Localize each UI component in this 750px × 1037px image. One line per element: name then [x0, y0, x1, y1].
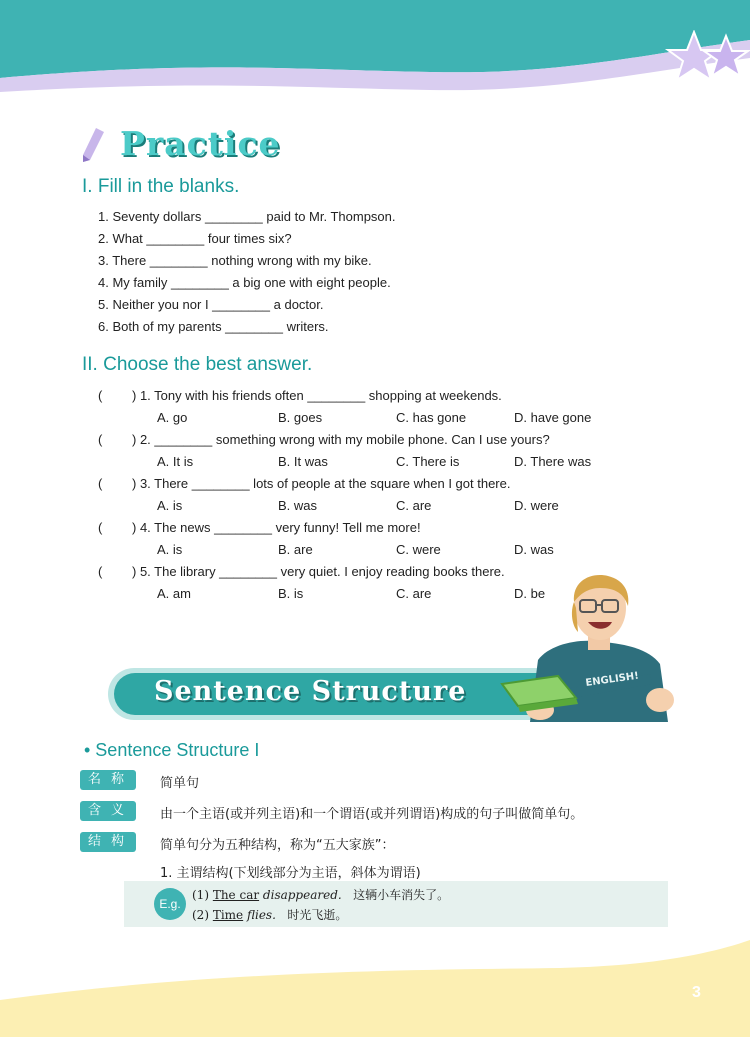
- section-heading-fill-blanks: I. Fill in the blanks.: [82, 176, 240, 197]
- section-heading-choose-answer: II. Choose the best answer.: [82, 354, 313, 375]
- question-text: ) 5. The library ________ very quiet. I enjoy reading books there.: [132, 564, 505, 579]
- option-b: B. is: [278, 586, 304, 601]
- example-line: [192, 886, 449, 903]
- question-bracket: (: [98, 388, 103, 403]
- question-bracket: (: [98, 476, 103, 491]
- star-icon: [664, 30, 750, 90]
- practice-title: Practice: [120, 124, 281, 163]
- fill-blank-item: 6. Both of my parents ________ writers.: [98, 319, 329, 334]
- option-c: C. are: [396, 586, 432, 601]
- option-c: C. There is: [396, 454, 460, 469]
- example-translation: 时光飞逝。: [287, 908, 348, 922]
- example-subject: The car: [212, 888, 260, 902]
- option-a: A. go: [157, 410, 188, 425]
- question-text: ) 2. ________ something wrong with my mobile phone. Can I use yours?: [132, 432, 550, 447]
- option-a: A. is: [157, 542, 183, 557]
- row-text: 由一个主语(或并列主语)和一个谓语(或并列谓语)构成的句子叫做简单句。: [160, 807, 584, 822]
- structure-heading: • Sentence Structure I: [84, 740, 260, 760]
- eg-badge: E.g.: [154, 888, 186, 920]
- tag-structure: 结构: [80, 832, 136, 852]
- option-d: D. There was: [514, 454, 592, 469]
- example-translation: 这辆小车消失了。: [353, 888, 450, 902]
- option-c: C. are: [396, 498, 432, 513]
- question-bracket: (: [98, 520, 103, 535]
- tag-name: 名称: [80, 770, 136, 790]
- bottom-wave: [0, 940, 750, 1037]
- option-a: A. It is: [157, 454, 194, 469]
- option-b: B. are: [278, 542, 313, 557]
- teacher-illustration: [500, 572, 680, 722]
- question-text: ) 4. The news ________ very funny! Tell me more!: [132, 520, 421, 535]
- option-b: B. goes: [278, 410, 323, 425]
- fill-blank-item: 3. There ________ nothing wrong with my bike.: [98, 253, 372, 268]
- option-d: D. have gone: [514, 410, 592, 425]
- fill-blank-item: 1. Seventy dollars ________ paid to Mr. Thompson.: [98, 209, 396, 224]
- top-wave-banner: [0, 0, 750, 110]
- example-number: (1): [192, 888, 209, 902]
- example-subject: Time: [212, 908, 244, 922]
- example-verb: flies.: [246, 908, 276, 922]
- shirt-text: ENGLISH!: [584, 670, 640, 689]
- option-a: A. is: [157, 498, 183, 513]
- example-verb: disappeared.: [262, 888, 342, 902]
- question-text: ) 1. Tony with his friends often ________ shopping at weekends.: [132, 388, 502, 403]
- question-bracket: (: [98, 564, 103, 579]
- option-b: B. It was: [278, 454, 328, 469]
- option-c: C. were: [396, 542, 441, 557]
- question-text: ) 3. There ________ lots of people at the square when I got there.: [132, 476, 511, 491]
- fill-blank-item: 4. My family ________ a big one with eight people.: [98, 275, 391, 290]
- option-a: A. am: [157, 586, 191, 601]
- question-bracket: (: [98, 432, 103, 447]
- structure-subheading: 1. 主谓结构(下划线部分为主语，斜体为谓语): [160, 866, 421, 881]
- example-line: [192, 906, 347, 923]
- fill-blank-item: 2. What ________ four times six?: [98, 231, 292, 246]
- page-number: 3: [692, 984, 701, 1001]
- row-text: 简单句分为五种结构，称为“五大家族”：: [160, 838, 395, 853]
- option-d: D. be: [514, 586, 546, 601]
- fill-blank-item: 5. Neither you nor I ________ a doctor.: [98, 297, 324, 312]
- option-b: B. was: [278, 498, 318, 513]
- banner-title: Sentence Structure: [154, 676, 467, 707]
- option-c: C. has gone: [396, 410, 467, 425]
- tag-meaning: 含义: [80, 801, 136, 821]
- row-text: 简单句: [160, 776, 200, 791]
- option-d: D. were: [514, 498, 559, 513]
- pencil-icon: [80, 126, 108, 164]
- example-number: (2): [192, 908, 209, 922]
- option-d: D. was: [514, 542, 554, 557]
